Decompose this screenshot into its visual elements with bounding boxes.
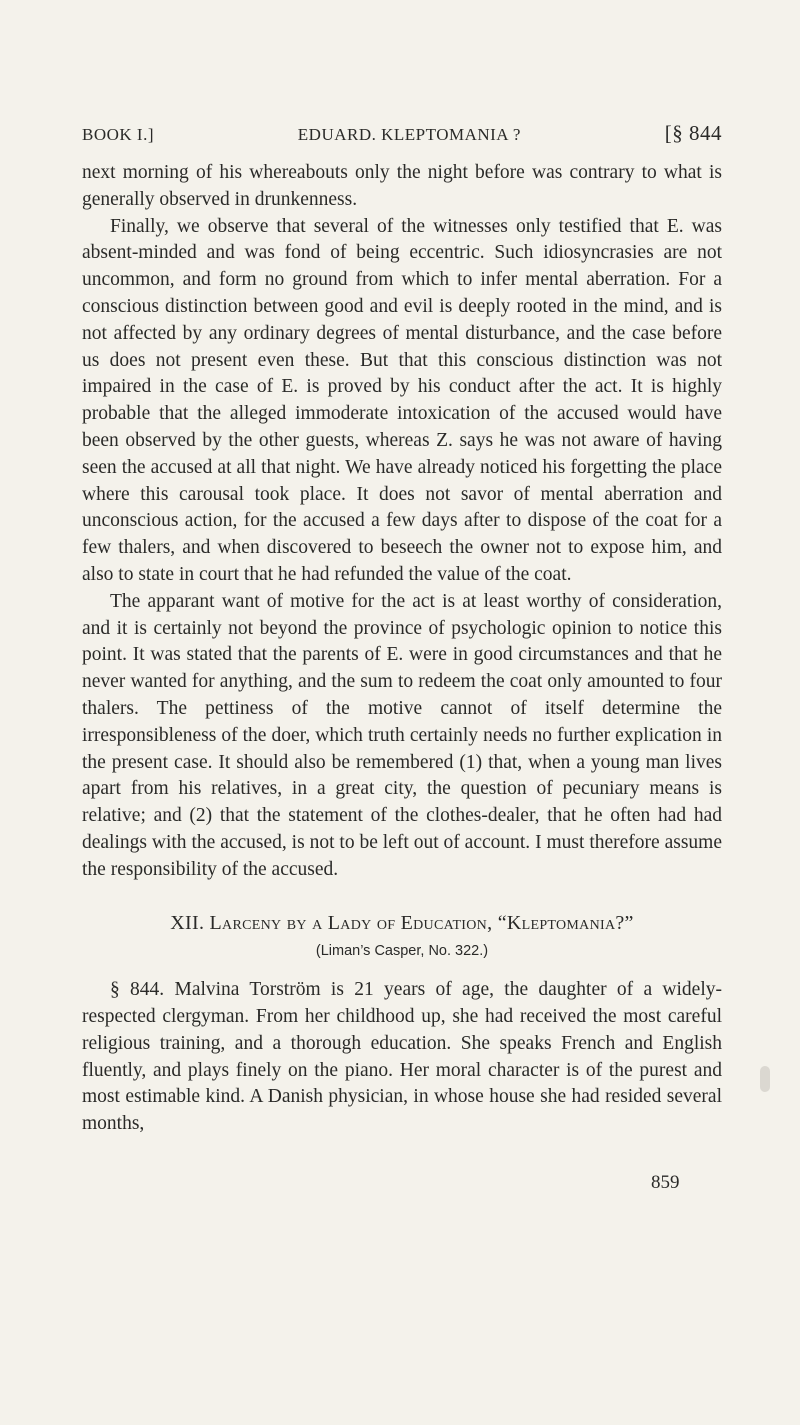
header-book: BOOK I.] — [82, 125, 154, 144]
paragraph: Finally, we observe that several of the witnesses only testified that E. was absent-minded and was fond of being eccentric. Such idiosyncrasies are not uncommon, and form no ground from which to infer mental aberration. For a conscious distinction between good and evil is deeply rooted in the mind, and is not affected by any ordinary degrees of mental disturbance, and the case before us does not present even these. But that this conscious distinction was not impaired in the case of E. is proved by his conduct after the act. It is highly probable that the alleged immoderate intoxication of the accused would have been observed by the other guests, whereas Z. says he was not aware of having seen the accused at all that night. We have already noticed his forgetting the place where this carousal took place. It does not savor of mental aberration and unconscious action, for the accused a few days after to dispose of the coat for a few thalers, and when discovered to beseech the owner not to expose him, and also to state in court that he had refunded the value of the coat. — [82, 215, 722, 585]
page-number: 859 — [651, 1172, 680, 1193]
running-header — [82, 121, 722, 146]
body-text — [82, 160, 722, 1138]
section-title: XII. Larceny by a Lady of Education, “Kleptomania?” — [170, 911, 634, 934]
paragraph: The apparant want of motive for the act is at least worthy of consideration, and it is certainly not beyond the province of psychologic opinion to notice this point. It was stated that the parents of E. were in good circumstances and that he never wanted for anything, and the sum to redeem the coat only amounted to four thalers. The pettiness of the motive cannot of itself determine the irresponsibleness of the doer, which truth certainly needs no further explication in the present case. It should also be remembered (1) that, when a young man lives apart from his relatives, in a great city, the question of pecuniary means is relative; and (2) that the statement of the clothes-dealer, that he often had had dealings with the accused, is not to be left out of account. I must therefore assume the responsibility of the accused. — [82, 590, 722, 880]
ink-blot — [760, 1066, 770, 1092]
header-section: [§ 844 — [664, 121, 722, 145]
section-citation: (Liman’s Casper, No. 322.) — [315, 943, 489, 960]
paragraph: next morning of his whereabouts only the night before was contrary to what is generally observed in drunkenness. — [82, 162, 722, 210]
header-title: EDUARD. KLEPTOMANIA ? — [297, 125, 521, 144]
section-paragraph: § 844. Malvina Torström is 21 years of age, the daughter of a widely-respected clergyman. From her childhood up, she had received the most careful religious training, and a thorough education. She speaks French and English fluently, and plays finely on the piano. Her moral character is of the purest and most estimable kind. A Danish physician, in whose house she had resided several months, — [82, 979, 722, 1135]
